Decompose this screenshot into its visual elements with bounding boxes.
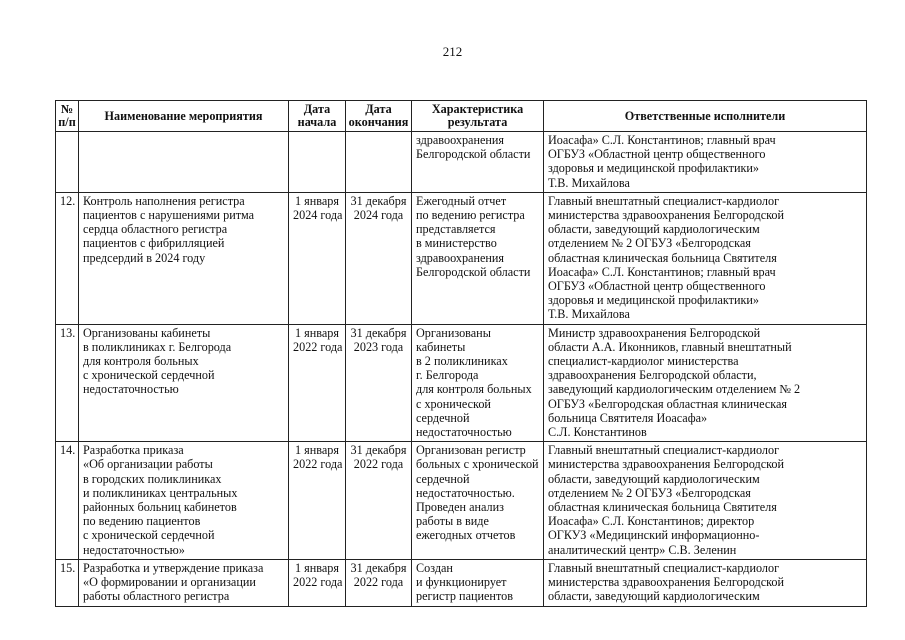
cell-result xyxy=(412,324,544,442)
cell-num xyxy=(56,132,79,193)
cell-name-line: пациентов с фибрилляцией xyxy=(83,236,225,251)
cell-start-date-line: 2022 года xyxy=(293,575,343,590)
header-name: Наименование мероприятия xyxy=(79,101,289,132)
cell-responsible-line: здоровья и медицинской профилактики» xyxy=(548,161,760,176)
cell-num: 14. xyxy=(56,442,79,560)
cell-result-line: и функционирует xyxy=(416,575,507,590)
cell-responsible-line: Иоасафа» С.Л. Константинов; главный врач xyxy=(548,264,776,279)
table-row xyxy=(56,192,867,324)
cell-name-line: работы областного регистра xyxy=(83,589,230,604)
cell-result-line: здравоохранения xyxy=(416,133,505,147)
cell-name-line: по ведению пациентов xyxy=(83,514,201,529)
cell-name-line: для контроля больных xyxy=(83,354,199,369)
cell-result-line: Организованы xyxy=(416,325,491,340)
cell-responsible-line: области А.А. Иконников, главный внештатный xyxy=(548,339,792,354)
table-row xyxy=(56,324,867,442)
cell-responsible-line: ОГБУЗ «Белгородская областная клиническая xyxy=(548,396,788,411)
cell-name-line: в городских поликлиниках xyxy=(83,471,222,486)
table-header-row xyxy=(56,101,867,132)
cell-responsible-line: Министр здравоохранения Белгородской xyxy=(548,325,761,340)
cell-responsible-line: министерства здравоохранения Белгородской xyxy=(548,208,785,223)
cell-responsible-line: аналитический центр» С.В. Зеленин xyxy=(548,542,737,557)
cell-result-line: Ежегодный отчет xyxy=(416,193,507,208)
cell-name-line: Разработка и утверждение приказа xyxy=(83,560,264,575)
cell-result-line: недостаточностью. xyxy=(416,485,515,500)
table-row xyxy=(56,132,867,193)
cell-start-date-line: 1 января xyxy=(295,443,339,458)
cell-responsible xyxy=(544,324,867,442)
cell-responsible-line: С.Л. Константинов xyxy=(548,425,647,440)
cell-num: 13. xyxy=(56,324,79,442)
cell-name-line: Контроль наполнения регистра xyxy=(83,193,245,208)
cell-responsible-line: здоровья и медицинской профилактики» xyxy=(548,293,760,308)
cell-name-line: с хронической сердечной xyxy=(83,528,215,543)
cell-name-line: «Об организации работы xyxy=(83,457,213,472)
cell-responsible-line: министерства здравоохранения Белгородской xyxy=(548,575,785,590)
cell-end-date-line: 31 декабря xyxy=(350,325,407,340)
cell-responsible-line: области, заведующий кардиологическим xyxy=(548,471,760,486)
cell-responsible xyxy=(544,192,867,324)
cell-start-date-line: 1 января xyxy=(295,325,339,340)
cell-start-date-line: 1 января xyxy=(295,193,339,208)
cell-responsible-line: отделением № 2 ОГБУЗ «Белгородская xyxy=(548,485,751,500)
cell-end-date xyxy=(346,324,412,442)
cell-name-line: недостаточностью xyxy=(83,382,179,397)
cell-result-line: ежегодных отчетов xyxy=(416,528,516,543)
cell-result xyxy=(412,442,544,560)
cell-result-line: регистр пациентов xyxy=(416,589,513,604)
cell-responsible-line: области, заведующий кардиологическим xyxy=(548,222,760,237)
cell-start-date xyxy=(289,559,346,606)
cell-responsible-line: заведующий кардиологическим отделением № 2 xyxy=(548,382,801,397)
cell-result-line: Организован регистр xyxy=(416,443,526,458)
cell-end-date-line: 31 декабря xyxy=(350,443,407,458)
cell-end-date-line: 2022 года xyxy=(353,575,404,590)
header-responsible: Ответственные исполнители xyxy=(544,101,867,132)
cell-name-line: Разработка приказа xyxy=(83,443,184,458)
cell-start-date xyxy=(289,324,346,442)
table-row xyxy=(56,559,867,606)
cell-responsible-line: ОГБУЗ «Областной центр общественного xyxy=(548,279,766,294)
cell-result-line: работы в виде xyxy=(416,514,489,529)
cell-responsible-line: ОГБУЗ «Областной центр общественного xyxy=(548,147,766,162)
cell-end-date-line: 2023 года xyxy=(353,339,404,354)
cell-result xyxy=(412,132,544,193)
cell-responsible-line: областная клиническая больница Святителя xyxy=(548,500,777,515)
cell-name-line: недостаточностью» xyxy=(83,542,185,557)
cell-name-line: в поликлиниках г. Белгорода xyxy=(83,339,232,354)
cell-end-date xyxy=(346,132,412,193)
cell-start-date xyxy=(289,132,346,193)
cell-result xyxy=(412,559,544,606)
cell-name-line: и поликлиниках центральных xyxy=(83,485,238,500)
cell-responsible-line: специалист-кардиолог министерства xyxy=(548,354,739,369)
cell-name-line: «О формировании и организации xyxy=(83,575,256,590)
cell-responsible-line: Иоасафа» С.Л. Константинов; директор xyxy=(548,514,755,529)
header-result: Характеристика результата xyxy=(412,101,544,132)
cell-result-line: представляется xyxy=(416,222,496,237)
table-row xyxy=(56,442,867,560)
cell-result-line: кабинеты xyxy=(416,339,466,354)
cell-name xyxy=(79,324,289,442)
cell-end-date xyxy=(346,559,412,606)
cell-result-line: с хронической xyxy=(416,396,491,411)
cell-result-line: недостаточностью xyxy=(416,425,512,440)
cell-start-date-line: 1 января xyxy=(295,560,339,575)
cell-result-line: больных с хронической xyxy=(416,457,539,472)
cell-start-date-line: 2024 года xyxy=(293,208,343,223)
cell-end-date-line: 31 декабря xyxy=(350,560,407,575)
cell-name xyxy=(79,132,289,193)
page-number: 212 xyxy=(442,44,463,59)
cell-responsible xyxy=(544,442,867,560)
cell-name xyxy=(79,192,289,324)
cell-result-line: Создан xyxy=(416,560,453,575)
cell-end-date xyxy=(346,442,412,560)
cell-num: 12. xyxy=(56,192,79,324)
cell-start-date-line: 2022 года xyxy=(293,457,343,472)
cell-start-date xyxy=(289,192,346,324)
cell-start-date-line: 2022 года xyxy=(293,339,343,354)
cell-responsible-line: Т.В. Михайлова xyxy=(548,175,630,190)
cell-result-line: по ведению регистра xyxy=(416,208,525,223)
cell-start-date xyxy=(289,442,346,560)
cell-name-line: Организованы кабинеты xyxy=(83,325,211,340)
cell-name-line: сердца областного регистра xyxy=(83,222,228,237)
cell-responsible-line: отделением № 2 ОГБУЗ «Белгородская xyxy=(548,236,751,251)
header-start: Дата начала xyxy=(289,101,346,132)
cell-responsible-line: министерства здравоохранения Белгородской xyxy=(548,457,785,472)
page-crop-edge xyxy=(0,612,905,640)
cell-responsible-line: больница Святителя Иоасафа» xyxy=(548,410,708,425)
cell-result-line: сердечной xyxy=(416,471,470,486)
cell-result-line: для контроля больных xyxy=(416,382,532,397)
cell-result-line: в министерство xyxy=(416,236,497,251)
cell-result-line: сердечной xyxy=(416,410,470,425)
cell-responsible-line: здравоохранения Белгородской области, xyxy=(548,368,757,383)
cell-result-line: Белгородской области xyxy=(416,264,531,279)
cell-end-date-line: 31 декабря xyxy=(350,193,407,208)
cell-responsible xyxy=(544,132,867,193)
cell-responsible-line: Иоасафа» С.Л. Константинов; главный врач xyxy=(548,133,776,147)
cell-responsible-line: Т.В. Михайлова xyxy=(548,307,630,322)
cell-result-line: в 2 поликлиниках xyxy=(416,354,508,369)
plan-table xyxy=(55,100,867,607)
cell-end-date-line: 2022 года xyxy=(353,457,404,472)
cell-responsible-line: ОГКУЗ «Медицинский информационно- xyxy=(548,528,760,543)
header-end: Дата окончания xyxy=(346,101,412,132)
cell-end-date-line: 2024 года xyxy=(353,208,404,223)
cell-name xyxy=(79,559,289,606)
cell-result-line: здравоохранения xyxy=(416,250,505,265)
cell-end-date xyxy=(346,192,412,324)
cell-result-line: Белгородской области xyxy=(416,147,531,162)
cell-responsible-line: областная клиническая больница Святителя xyxy=(548,250,777,265)
cell-name xyxy=(79,442,289,560)
cell-name-line: предсердий в 2024 году xyxy=(83,250,206,265)
cell-name-line: пациентов с нарушениями ритма xyxy=(83,208,255,223)
cell-responsible-line: Главный внештатный специалист-кардиолог xyxy=(548,443,780,458)
cell-num: 15. xyxy=(56,559,79,606)
cell-responsible-line: Главный внештатный специалист-кардиолог xyxy=(548,193,780,208)
cell-responsible-line: Главный внештатный специалист-кардиолог xyxy=(548,560,780,575)
header-num: № п/п xyxy=(56,101,79,132)
cell-result xyxy=(412,192,544,324)
cell-name-line: с хронической сердечной xyxy=(83,368,215,383)
cell-responsible xyxy=(544,559,867,606)
cell-name-line: районных больниц кабинетов xyxy=(83,500,237,515)
cell-result-line: г. Белгорода xyxy=(416,368,479,383)
cell-responsible-line: области, заведующий кардиологическим xyxy=(548,589,760,604)
cell-result-line: Проведен анализ xyxy=(416,500,504,515)
